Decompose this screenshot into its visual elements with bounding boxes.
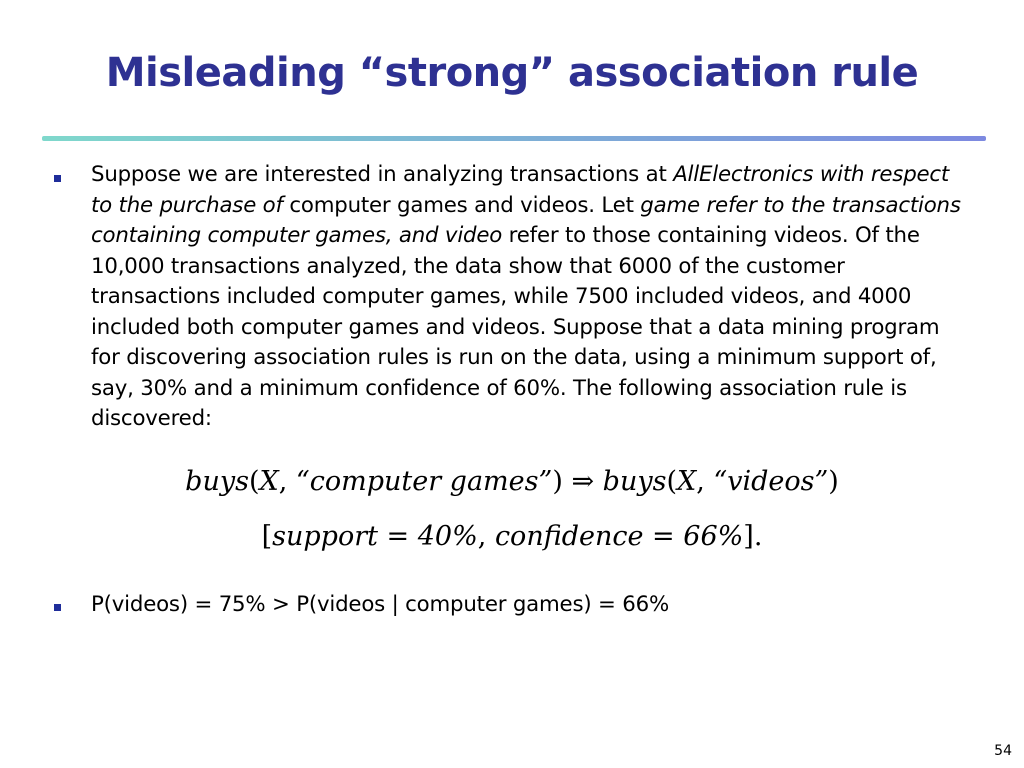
association-rule-formula [0, 466, 1024, 497]
confidence-value: 66% [683, 521, 744, 552]
item-computer-games: “computer games” [295, 466, 553, 497]
bullet-2-text [91, 590, 971, 621]
paren-open-2: ( [666, 466, 677, 497]
title-divider [42, 136, 986, 141]
variable-x-1: X [259, 466, 279, 497]
slide-number: 54 [994, 743, 1012, 759]
slide-title: Misleading “strong” association rule [105, 50, 919, 96]
support-label: support [272, 521, 378, 552]
comma-1: , [278, 466, 296, 497]
predicate-buys-1: buys [185, 466, 249, 497]
comma-2: , [696, 466, 714, 497]
bullet-1-part-2: AllElectronics with respect to the purchase of [91, 162, 950, 218]
predicate-buys-2: buys [602, 466, 667, 497]
bullet-2-part-1: P(videos) = 75% > P(videos | computer games) = 66% [91, 592, 669, 617]
separator: , [477, 521, 495, 552]
paren-close-2: ) [828, 466, 839, 497]
bullet-1-part-4: game refer to the transactions containing computer games, and video [91, 192, 961, 248]
implies-arrow: ⇒ [562, 466, 603, 497]
rule-measures-formula [0, 521, 1024, 552]
square-bullet-icon [54, 175, 61, 182]
paren-close-1: ) [552, 466, 563, 497]
confidence-label: confidence [494, 521, 644, 552]
equals-2: = [643, 521, 684, 552]
bullet-1-text [91, 160, 971, 435]
support-value: 40% [417, 521, 478, 552]
bullet-1-part-1: Suppose we are interested in analyzing transactions at [91, 162, 674, 187]
bullet-1-part-3: computer games and videos. Let [282, 192, 641, 218]
variable-x-2: X [677, 466, 697, 497]
square-bullet-icon [54, 604, 61, 611]
paren-open-1: ( [248, 466, 260, 497]
bracket-open: [ [261, 521, 273, 552]
item-videos: “videos” [713, 466, 829, 497]
bullet-1-part-5: refer to those containing videos. Of the 10,000 transactions analyzed, the data show that 6000 of the customer transactions included computer games, while 7500 included videos, and 4000 included both computer games and videos. Suppose that a data mining program for discovering association rules is run on the data, using a minimum support of, say, 30% and a minimum confidence of 60%. The following association rule is discovered: [91, 223, 940, 431]
equals-1: = [377, 521, 418, 552]
bracket-close: ]. [743, 521, 763, 552]
